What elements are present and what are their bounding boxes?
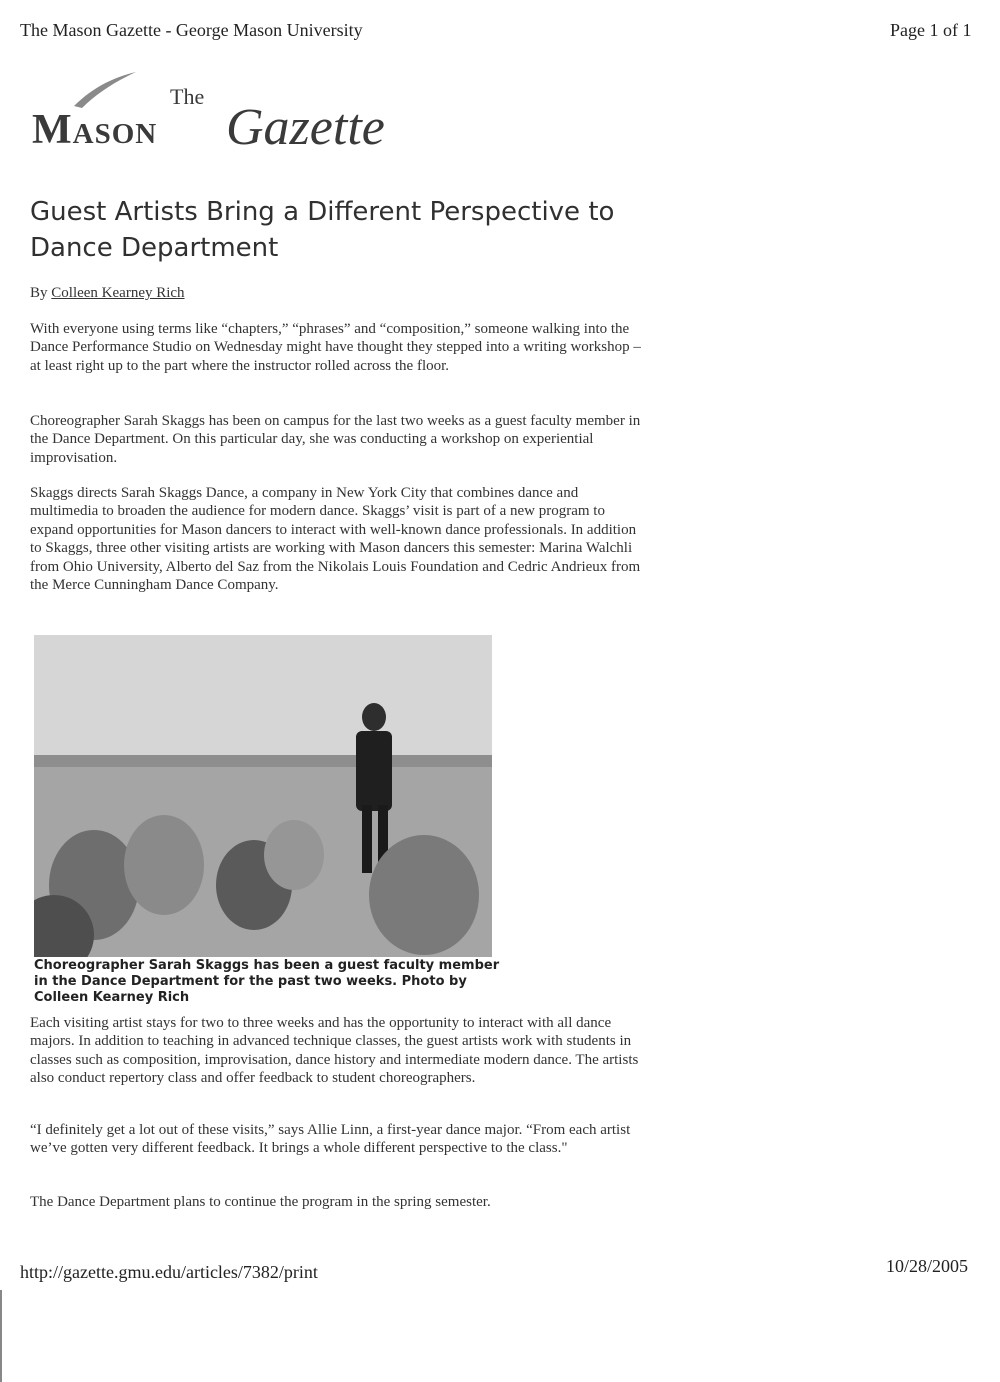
author-link[interactable]: Colleen Kearney Rich	[51, 285, 185, 301]
print-footer-date: 10/28/2005	[886, 1256, 969, 1276]
article-paragraph: With everyone using terms like “chapters,” “phrases” and “composition,” someone walking into the Dance Performance Studio on Wednesday might have thought they stepped into a writing workshop – at least right up to the part where the instructor rolled across the floor.	[30, 321, 641, 374]
dance-studio-photo	[34, 635, 492, 957]
print-footer-url: http://gazette.gmu.edu/articles/7382/print	[20, 1262, 318, 1282]
photo-caption: Choreographer Sarah Skaggs has been a guest faculty member in the Dance Department for the past two weeks. Photo by Colleen Kearney Rich	[34, 958, 500, 1005]
masthead-swoosh-icon	[70, 70, 140, 110]
article-paragraph: Choreographer Sarah Skaggs has been on campus for the last two weeks as a guest faculty member in the Dance Department. On this particular day, she was conducting a workshop on experiential improvisation.	[30, 413, 641, 466]
article-byline	[30, 285, 185, 302]
masthead-gazette: Gazette	[226, 99, 385, 156]
article-paragraph: The Dance Department plans to continue the program in the spring semester.	[30, 1194, 491, 1210]
article-paragraph: Skaggs directs Sarah Skaggs Dance, a company in New York City that combines dance and multimedia to broaden the audience for modern dance. Skaggs’ visit is part of a new program to expand opportunities for Mason dancers to interact with well-known dance professionals. In addition to Skaggs, three other visiting artists are working with Mason dancers this semester: Marina Walchli from Ohio University, Alberto del Saz from the Nikolais Louis Foundation and Cedric Andrieux from the Merce Cunningham Dance Company.	[30, 485, 641, 594]
article-photo	[34, 635, 492, 957]
print-header-title: The Mason Gazette - George Mason University	[20, 20, 363, 40]
masthead-logo	[28, 62, 468, 162]
article-headline: Guest Artists Bring a Different Perspective to Dance Department	[30, 197, 615, 263]
article-paragraph: Each visiting artist stays for two to three weeks and has the opportunity to interact with all dance majors. In addition to teaching in advanced technique classes, the guest artists work with students in classes such as composition, improvisation, dance history and intermediate modern dance. The artists also conduct repertory class and offer feedback to student choreographers.	[30, 1015, 639, 1087]
article-paragraph: “I definitely get a lot out of these visits,” says Allie Linn, a first-year dance major. “From each artist we’ve gotten very different feedback. It brings a whole different perspective to the class."	[30, 1122, 631, 1157]
masthead-the: The	[170, 84, 205, 109]
byline-prefix: By	[30, 285, 48, 301]
print-page-number: Page 1 of 1	[890, 20, 972, 40]
masthead-mason: Mason	[32, 107, 158, 153]
scan-edge-divider	[0, 1290, 2, 1382]
